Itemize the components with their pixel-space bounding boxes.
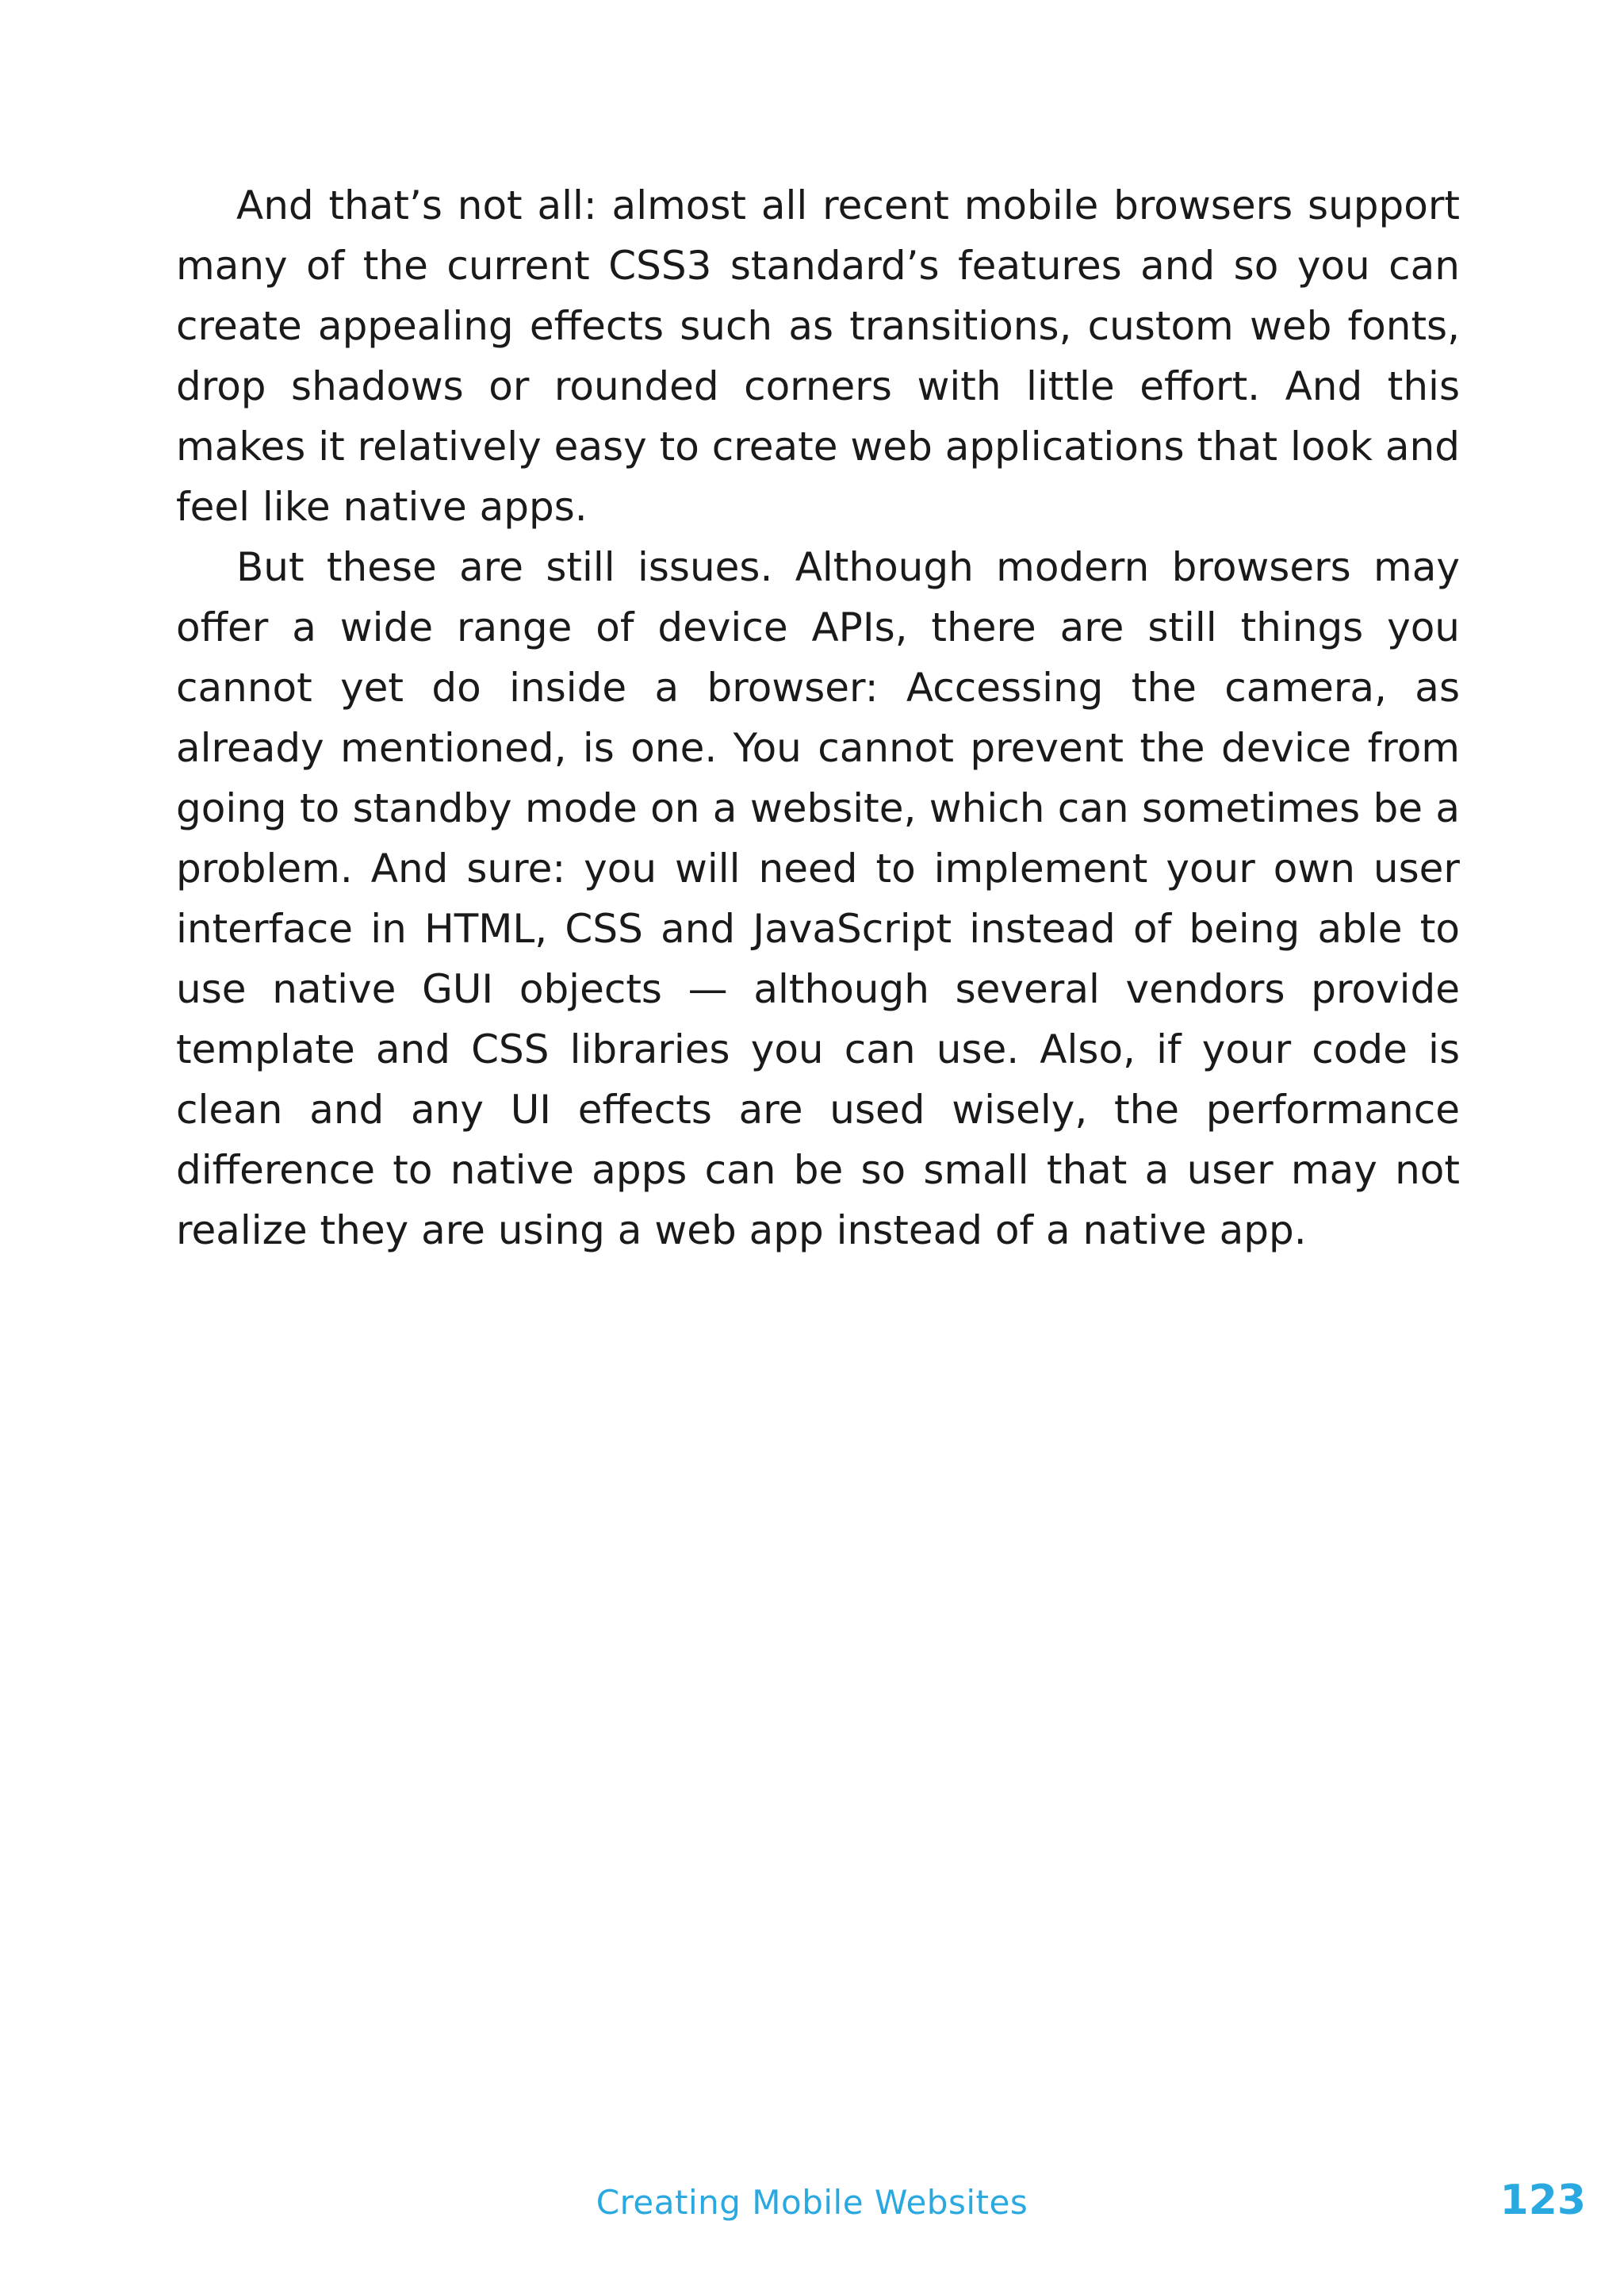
paragraph-1: And that’s not all: almost all recent mobile browsers support many of the current CSS3 standard’s features and so you can create appealing effects such as transitions, custom web fonts, drop shadows or rounded corners with little effort. And this makes it relatively easy to create web applications that look and feel like native apps. [176, 182, 1460, 530]
running-footer-title: Creating Mobile Websites [596, 2183, 1028, 2222]
paragraph-2: But these are still issues. Although modern browsers may offer a wide range of device APIs, there are still things you cannot yet do inside a browser: Accessing the camera, as already mentioned, is one. You cannot prevent the device from going to standby mode on a website, which can sometimes be a problem. And sure: you will need to implement your own user interface in HTML, CSS and JavaScript instead of being able to use native GUI objects — although several vendors provide template and CSS libraries you can use. Also, if your code is clean and any UI effects are used wisely, the performance difference to native apps can be so small that a user may not realize they are using a web app instead of a native app. [176, 544, 1460, 1253]
page-number: 123 [1500, 2177, 1586, 2224]
body-text [176, 175, 1460, 1260]
